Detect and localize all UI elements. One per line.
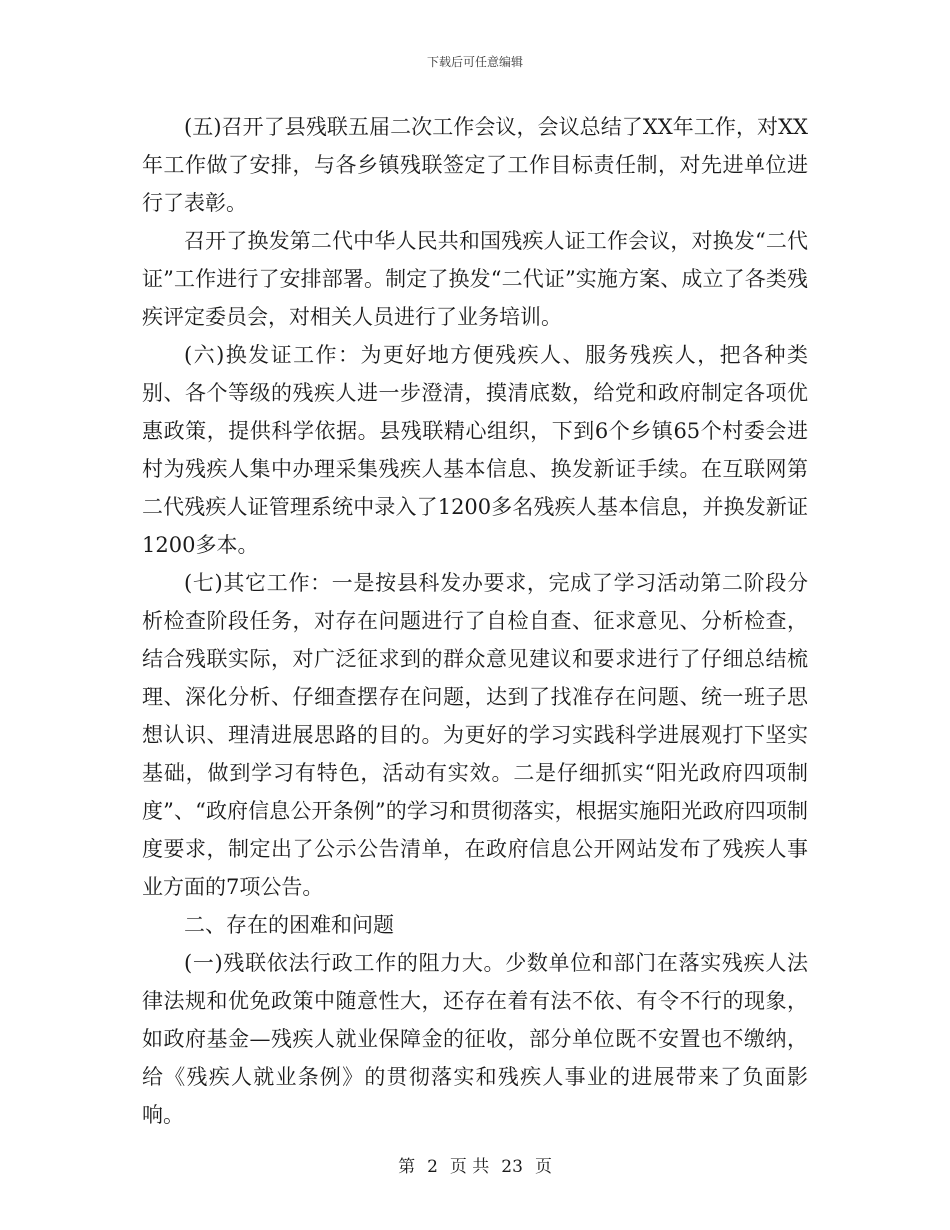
footer-total-pages: 23: [501, 1157, 523, 1177]
document-body: [142, 108, 808, 1134]
paragraph-5: (五)召开了县残联五届二次工作会议，会议总结了XX年工作，对XX年工作做了安排，与各乡镇残联签定了工作目标责任制，对先进单位进行了表彰。: [142, 115, 808, 215]
section-heading: 二、存在的困难和问题: [184, 913, 394, 937]
paragraph-meeting: 召开了换发第二代中华人民共和国残疾人证工作会议，对换发“二代证”工作进行了安排部署。制定了换发“二代证”实施方案、成立了各类残疾评定委员会，对相关人员进行了业务培训。: [142, 229, 808, 329]
footer-prefix: 第: [398, 1157, 416, 1177]
page-footer: [0, 1156, 950, 1178]
page-header: 下载后可任意编辑: [426, 55, 523, 69]
paragraph-7: (七)其它工作：一是按县科发办要求，完成了学习活动第二阶段分析检查阶段任务，对存在问题进行了自检自查、征求意见、分析检查，结合残联实际，对广泛征求到的群众意见建议和要求进行了仔细总结梳理、深化分析、仔细查摆存在问题，达到了找准存在问题、统一班子思想认识、理清进展思路的目的。为更好的学习实践科学进展观打下坚实基础，做到学习有特色，活动有实效。二是仔细抓实“阳光政府四项制度”、“政府信息公开条例”的学习和贯彻落实，根据实施阳光政府四项制度要求，制定出了公示公告清单，在政府信息公开网站发布了残疾人事业方面的7项公告。: [142, 571, 808, 899]
paragraph-problem-1: (一)残联依法行政工作的阻力大。少数单位和部门在落实残疾人法律法规和优免政策中随意性大，还存在着有法不依、有令不行的现象，如政府基金—残疾人就业保障金的征收，部分单位既不安置也不缴纳，给《残疾人就业条例》的贯彻落实和残疾人事业的进展带来了负面影响。: [142, 951, 808, 1127]
footer-mid: 页 共: [449, 1157, 490, 1177]
footer-page-number: 2: [427, 1157, 438, 1177]
paragraph-6: (六)换发证工作：为更好地方便残疾人、服务残疾人，把各种类别、各个等级的残疾人进一步澄清，摸清底数，给党和政府制定各项优惠政策，提供科学依据。县残联精心组织，下到6个乡镇65个村委会进村为残疾人集中办理采集残疾人基本信息、换发新证手续。在互联网第二代残疾人证管理系统中录入了1200多名残疾人基本信息，并换发新证1200多本。: [142, 343, 808, 557]
footer-suffix: 页: [534, 1157, 552, 1177]
